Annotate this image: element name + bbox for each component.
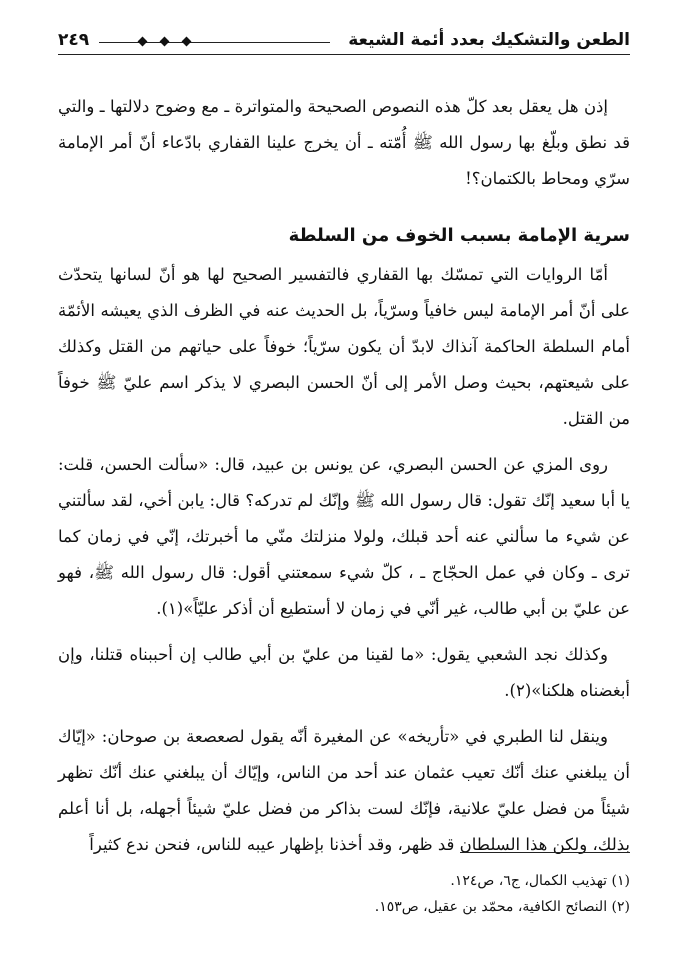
footnotes <box>58 868 630 920</box>
book-page <box>58 26 630 946</box>
footnote: (٢) النصائح الكافية، محمّد بن عقيل، ص١٥٣. <box>374 899 630 915</box>
diamond-icon <box>138 37 148 47</box>
page-number: ٢٤٩ <box>58 30 90 50</box>
page-body <box>58 89 630 863</box>
footnote-divider <box>460 852 630 853</box>
diamond-icon <box>160 37 170 47</box>
body-paragraph: وكذلك نجد الشعبي يقول: «ما لقينا من عليّ بن أبي طالب إن أحببناه قتلنا، وإن أبغضناه هلكنا»(٢). <box>58 645 630 700</box>
header-title: الطعن والتشكيك بعدد أئمة الشيعة <box>348 30 630 50</box>
section-heading: سرية الإمامة بسبب الخوف من السلطة <box>288 225 630 246</box>
intro-paragraph: إذن هل يعقل بعد كلّ هذه النصوص الصحيحة والمتواترة ـ مع وضوح دلالتها ـ والتي قد نطق وبلّغ بها رسول الله ﷺ أُمّته ـ أن يخرج علينا القفاري بادّعاء أنّ أمر الإمامة سرّي ومحاط بالكتمان؟! <box>58 97 630 188</box>
body-paragraph: وينقل لنا الطبري في «تأريخه» عن المغيرة أنّه يقول لصعصعة بن صوحان: «إيّاك أن يبلغني عنك أنّك تعيب عثمان عند أحد من الناس، وإيّاك أن يبلغني عنك أنّك تظهر شيئاً من فضل عليّ علانية، فإنّك لست بذاكر من فضل عليّ شيئاً أجهله، بل أنا أعلم بذلك، ولكن هذا السلطان قد ظهر، وقد أخذنا بإظهار عيبه للناس، فنحن ندع كثيراً <box>58 727 630 854</box>
body-paragraph: روى المزي عن الحسن البصري، عن يونس بن عبيد، قال: «سألت الحسن، قلت: يا أبا سعيد إنّك تقول: قال رسول الله ﷺ وإنّك لم تدركه؟ قال: يابن أخي، لقد سألتني عن شيء ما سألني عنه أحد قبلك، ولولا منزلتك منّي ما أخبرتك، إنّي في زمان كما ترى ـ وكان في عمل الحجّاج ـ ، كلّ شيء سمعتني أقول: قال رسول الله ﷺ، فهو عن عليّ بن أبي طالب، غير أنّي في زمان لا أستطيع أن أذكر عليّاً»(١). <box>58 455 630 618</box>
body-paragraph: أمّا الروايات التي تمسّك بها القفاري فالتفسير الصحيح لها هو أنّ لسانها يتحدّث على أنّ أمر الإمامة ليس خافياً وسرّياً، بل الحديث عنه في الظرف الذي يعيشه الأئمّة أمام السلطة الحاكمة آنذاك لابدّ أن يكون سرّياً؛ خوفاً على حياتهم من القتل وكذلك على شيعتهم، بحيث وصل الأمر إلى أنّ الحسن البصري لا يذكر اسم عليّ ﷺ خوفاً من القتل. <box>58 265 630 428</box>
diamond-icon <box>182 37 192 47</box>
header-ornament <box>99 42 330 44</box>
running-header <box>58 26 630 55</box>
footnote: (١) تهذيب الكمال، ج٦، ص١٢٤. <box>450 873 630 889</box>
